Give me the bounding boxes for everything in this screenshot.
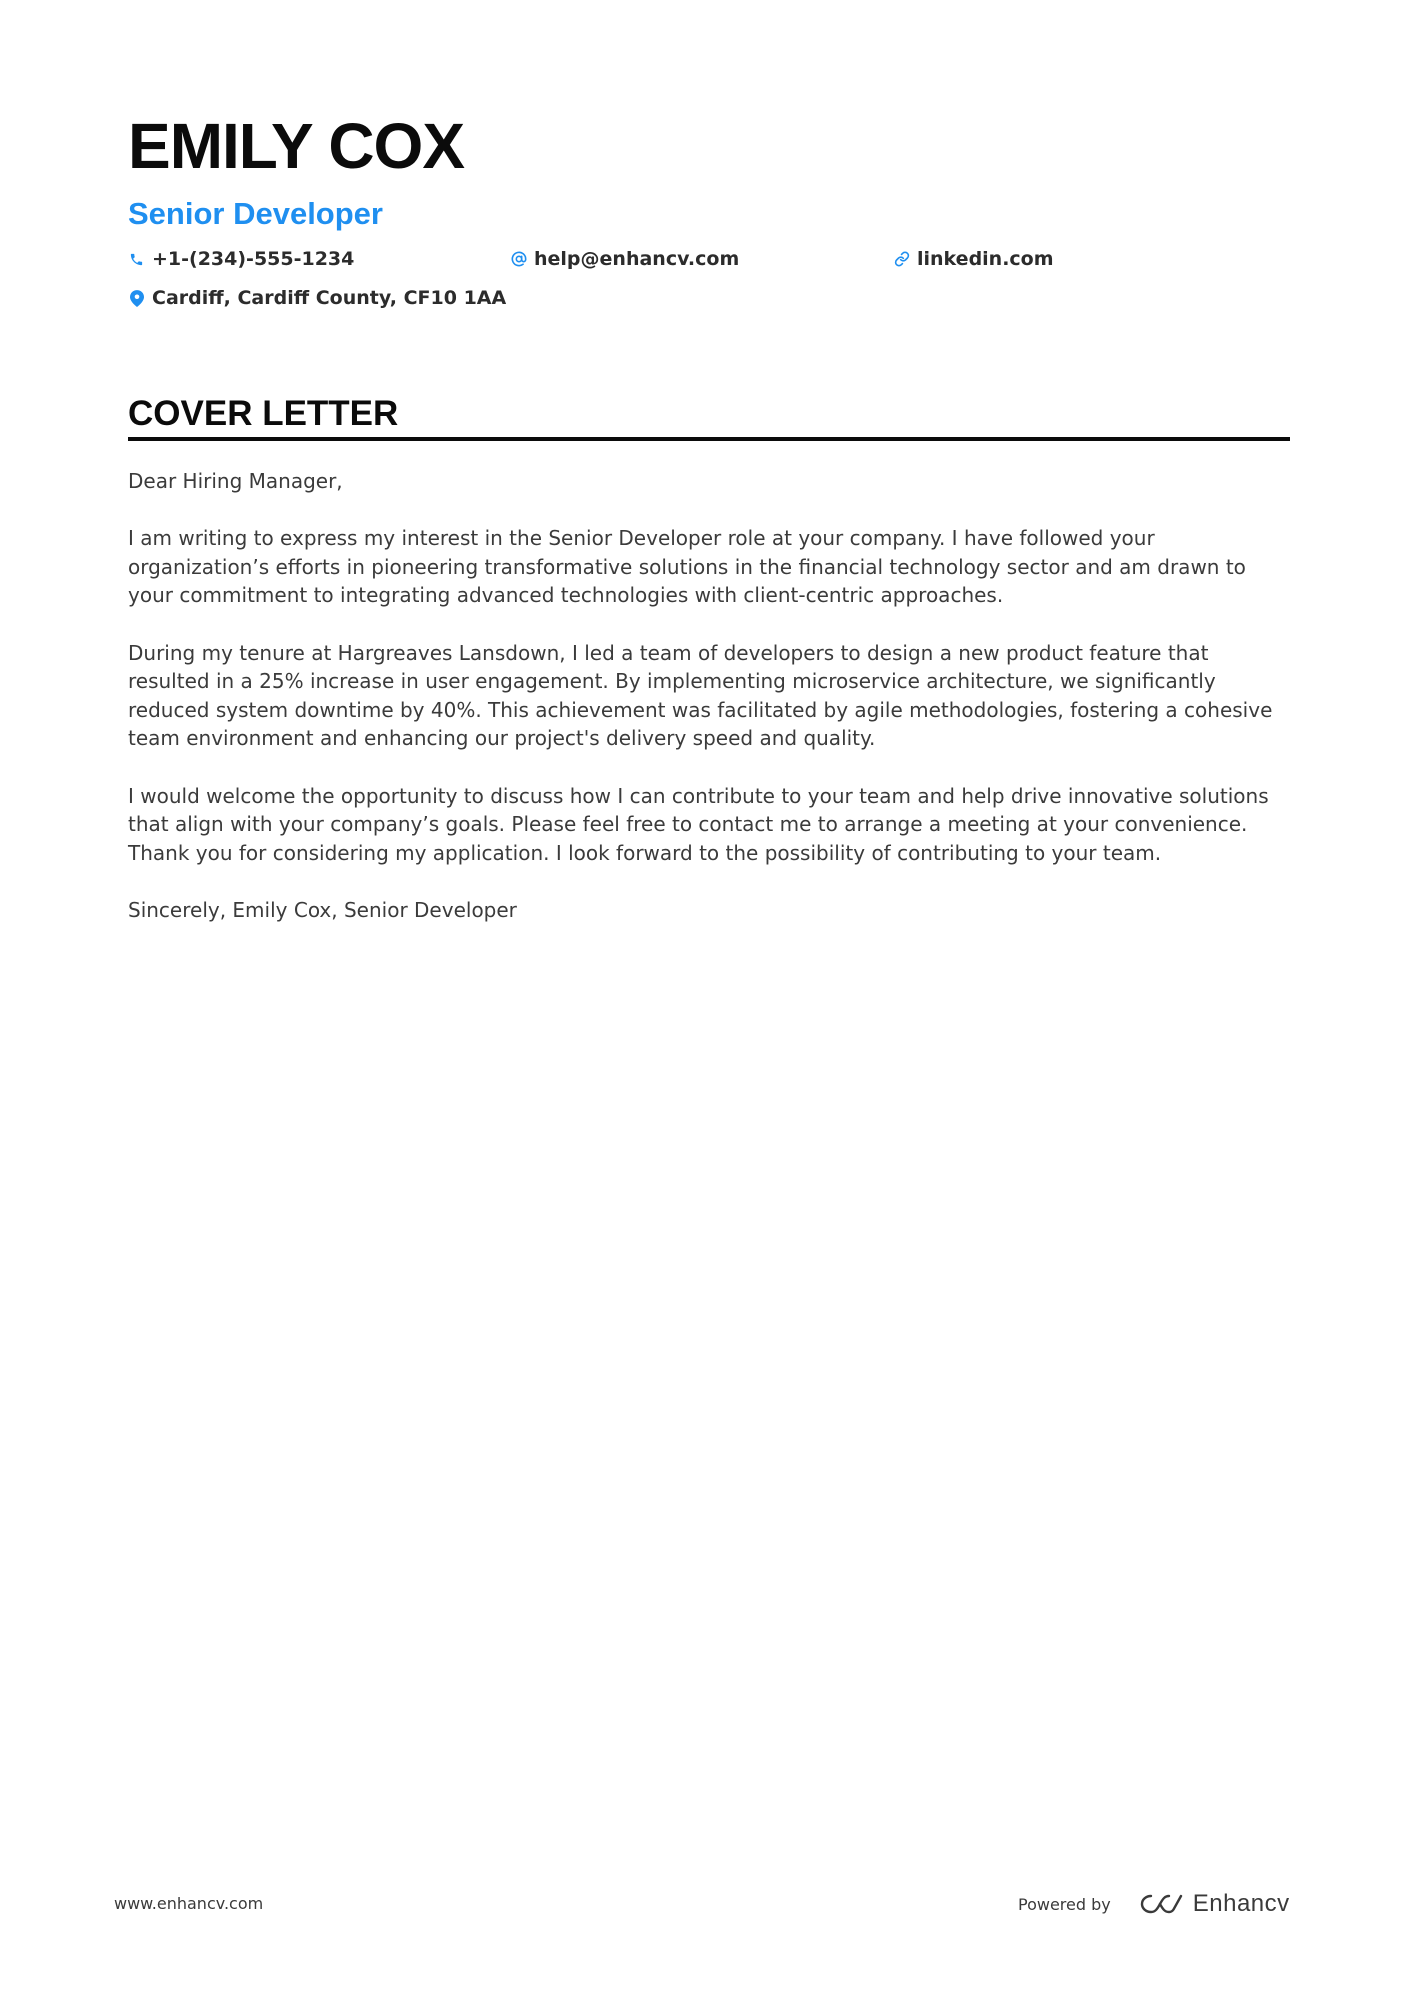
phone-text: +1-(234)-555-1234: [152, 248, 355, 270]
letter-paragraph: I am writing to express my interest in the Senior Developer role at your company. I have followed your organization’s efforts in pioneering transformative solutions in the financial technology sector and am drawn to your commitment to integrating advanced technologies with client-centric approaches.: [128, 526, 1246, 608]
email-text[interactable]: help@enhancv.com: [534, 248, 740, 270]
letter-paragraph: During my tenure at Hargreaves Lansdown, I led a team of developers to design a new product feature that resulted in a 25% increase in user engagement. By implementing microservice architecture, we significantly reduced system downtime by 40%. This achievement was facilitated by agile methodologies, fostering a cohesive team environment and enhancing our project's delivery speed and quality.: [128, 640, 1273, 751]
powered-by-label: Powered by: [1018, 1894, 1111, 1914]
enhancv-logo-icon[interactable]: [1137, 1890, 1290, 1918]
contact-location: [128, 287, 506, 309]
link-icon: [893, 251, 910, 268]
at-sign-icon: [510, 251, 527, 268]
footer-branding: [1018, 1890, 1290, 1918]
footer-website[interactable]: www.enhancv.com: [114, 1894, 264, 1913]
contact-link: [893, 248, 1054, 270]
contact-phone: [128, 248, 354, 270]
map-pin-icon: [128, 290, 145, 307]
brand-name: Enhancv: [1192, 1890, 1290, 1917]
candidate-name: EMILY COX: [128, 110, 464, 182]
letter-body: [128, 467, 1290, 925]
location-text: Cardiff, Cardiff County, CF10 1AA: [152, 287, 507, 309]
resume-header: [128, 110, 1288, 328]
link-text[interactable]: linkedin.com: [917, 248, 1054, 270]
contact-info: [128, 248, 1288, 328]
contact-email: [510, 248, 739, 270]
salutation: Dear Hiring Manager,: [128, 469, 343, 493]
closing: Sincerely, Emily Cox, Senior Developer: [128, 897, 517, 922]
candidate-title: Senior Developer: [128, 196, 383, 231]
phone-icon: [128, 251, 145, 268]
letter-paragraph: I would welcome the opportunity to discuss how I can contribute to your team and help drive innovative solutions that align with your company’s goals. Please feel free to contact me to arrange a meeting at your convenience. Thank you for considering my application. I look forward to the possibility of contributing to your team.: [128, 783, 1269, 865]
cover-letter-section: [128, 393, 1290, 953]
section-divider: [128, 437, 1290, 441]
section-title: COVER LETTER: [128, 394, 399, 433]
